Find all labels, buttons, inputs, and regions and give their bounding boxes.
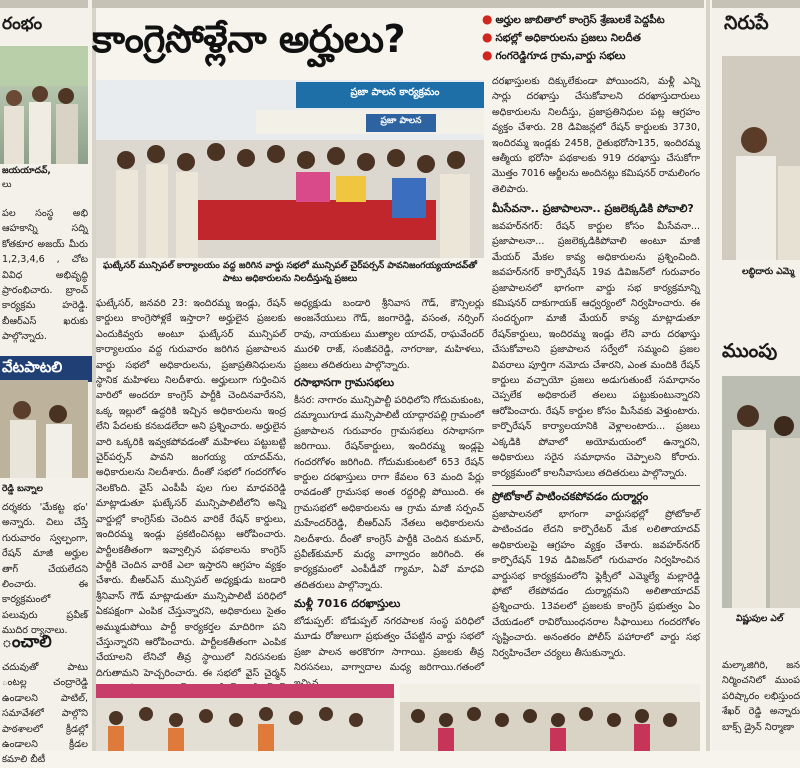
top-strip <box>0 0 88 8</box>
left-photo2-caption: రెడ్డి బన్నాల <box>2 484 43 494</box>
left-para-1: పల సంస్థ అభి ఆహకాన్ని సద్ని కోతకూర అజయ్ మీరు 1,2,3,4,6 , చోట వివిధ అభివృద్ధి ప్రారంభిచారు. బ్రాంచ్ కార్యక్రమ హరెడ్డి. బీఆర్ఎస్ ఖరుకు పాల్గొన్నారు. <box>2 208 88 343</box>
main-photo <box>96 80 484 258</box>
subhead-7016: మళ్లీ 7016 దరఖాస్తులు <box>294 597 401 610</box>
article-col2 <box>294 296 484 682</box>
right-photo-2 <box>722 376 800 608</box>
article-col3-para-2: జవహర్‌నగర్: రేషన్ కార్డుల కోసం మీసేవనా... ప్రజాపాలనా... ప్రజలెక్కడికిపోవాలి అంటూ మాజీ మేయర్ మేకల కావ్య అధికారులను ప్రశ్నించింది. జవహర్‌నగర్ కార్పొరేషన్ 19వ డివిజన్‌లో గురువారం ప్రజాపాలనలో భాగంగా వార్డు సభ కార్యక్రమాన్ని కమిషనర్ దాకుగాయక్ ఆధ్వర్యంలో నిర్వహించారు. ఈ సందర్భంగా మాజీ మేయర్ కావ్య మాట్లాడుతూ రేషన్‌కార్డులు, ఇందిరమ్మ ఇండ్లు లేని వారు దరఖాస్తు చేసుకోవాలని ప్రజాపాలన సర్వేలో సమ్మంచి ప్రజల వివరాలు పూర్తిగా నమోదు చేశారని, ఎంత మందికి రేషన్ కార్డులు వచ్చాయో ప్రజలు అడుగుతుంటే సమాధానం చెప్పలేక అధికారులే తలలు పట్టుకుంటున్నారని ఆరోపించారు. రేషన్ కార్డుల కోసం మీసేవకు వెళ్తుంటారు. కార్పొరేషన్ కార్యాలయానికి వెళ్లాలంటారు... ప్రజలు ఎక్కడికి పోవాలో అయోమయంలో ఉన్నారని, అధికారులు సరైన సమాధానం చెప్పాలని కోరారు. కార్యక్రమంలో కాలనీవాసులు తదితరులు పాల్గొన్నారు. <box>492 221 700 479</box>
left-para-3: చదువుతో పాటు ంటల్ల చంద్రారెడ్డి ఉండాలని పాటిల్, సమావేశలో పాల్గొని పాఠశాలలో క్రీడల్లో ఉండాలని క్రీడల కమాలి బీటీ <box>2 662 88 766</box>
bullet-1 <box>482 12 704 28</box>
left-photo-2 <box>0 380 88 478</box>
left-column <box>0 0 92 766</box>
bottom-photo-1 <box>96 684 394 751</box>
bottom-photo-2 <box>400 684 700 751</box>
right-column <box>712 0 800 751</box>
subhead-gramasabhalu: రసాభాసగా గ్రామసభలు <box>294 376 395 389</box>
subhead-protocol: ప్రోటోకాల్ పాటించకపోవడం దుర్మార్గం <box>492 485 700 505</box>
main-article <box>92 0 704 751</box>
bullet-2-text: సభల్లో అధికారులను ప్రజలు నిలదీత <box>495 32 641 44</box>
left-headline-2: వేటపాటలి <box>0 356 92 382</box>
right-photo-caption: లబ్ధిదారు ఎమ్మె <box>742 267 795 277</box>
right-headline-2: ముంపు <box>722 340 778 362</box>
bullet-3 <box>482 48 704 64</box>
headline: కాంగ్రెసోళ్లేనా అర్హులు? <box>92 17 406 61</box>
article-col2-para-3: బోడుప్పల్: బోడుప్పల్ నగరపాలక సంస్థ పరిధిలో మూడు రోజులుగా ప్రభుత్వం చేపట్టిన వార్డు సభలో ప్రజా పాలన అరకొరగా సాగాయి. ప్రజలకు తీవ్ర నిరసనలు, వాగ్వాదాల మధ్య జరిగాయి.గతంలో <box>294 616 484 674</box>
article-col3 <box>492 74 700 682</box>
bullet-dot-icon: ● <box>482 12 493 26</box>
article-col1: ఘట్కేసర్, జనవరి 23: ఇందిరమ్మ ఇండ్లు, రేషన్ కార్డులు కాంగ్రెసోళ్లకే ఇస్తారా? అర్హులైన ప్రజలకు ఎందుకివ్వరు అంటూ ఘట్కేసర్ మున్సిపల్ కార్యాలయం వద్ద గురువారం జరిగిన ప్రజాపాలన వార్డు సభలో అధికారులను, ప్రజాప్రతినిధులను స్థానిక మహిళలు నిలదీశారు. అర్హులుగా గుర్తించిన వారిలో అందరూ కాంగ్రెస్ పార్టీకి చెందినవారేనని, ఒక్క ఇల్లులో ఉద్దరికి ఇచ్చిన అధికారులను ఇంద్ర లేని పేదలకు కనబడలేదా అని ప్రశ్నించారు. అర్హులైన వారి ఒక్కరికి ఇవ్వకపోవడంతో మహిళలు పట్టుబట్టి చైర్‌పర్సన్ పావని జంగయ్య యాదవ్‌ను, అధికారులను నిలదీశారు. దీంతో సభలో గందరగోళం నెలకొంది. వైస్ ఎంపీపీ పుల గుల మాధవరెడ్డి మాట్లాడుతూ ఘట్కేసర్ మున్సిపాలిటీలోని అన్ని వార్డుల్లో కాంగ్రెస్‌కు చెందిన వారికే రేషన్ కార్డులు, ఇందిరమ్మ ఇండ్లు ప్రకటించినట్లు ఆరోపించారు. పార్టీలకతీతంగా ఇవ్వాల్సిన పథకాలను కాంగ్రెస్ పార్టీకి చెందిన వారికే ఎలా ఇస్తారని ఆగ్రహం వ్యక్తం చేశారు. బీఆర్ఎస్ మున్సిపల్ అధ్యక్షుడు బండారి శ్రీనివాస్ గౌడ్ మాట్లాడుతూ మున్సిపాలిటీ పరిధిలో ఏకపక్షంగా ఎంపిక చేస్తున్నారని, అధికారులు సైతం అమ్ముడుపోయి పార్టీ కార్యకర్తల మాదిరిగా పని చేస్తున్నారని ఆరోపించారు. పార్టీలకతీతంగా ఎంపిక చేయాలని లేనిచో తీవ్ర స్థాయిలో నిరసనలకు దిగుతామని హెచ్చరించారు. ఈ సభలో వైస్ చైర్మన్ <box>96 298 286 679</box>
left-photo-caption: జయయాదవ్, <box>2 166 51 176</box>
left-para-2: దర్శకరు 'మేకట్ట భం' అన్నారు. చిలు చేస్తే గురువారం స్వల్పంగా, రేషన్ మాజీ అర్హుల తాగ్ చేయలేదని లించారు. ఈ కార్యక్రమంలో పలువురు ప్రవీణ్ ముదిర ర్యానాలు. <box>2 502 88 637</box>
top-strip <box>92 0 704 8</box>
bullet-1-text: అర్హుల జాబితాలో కాంగ్రెస్ శ్రేణులకే పెద్దపీట <box>495 14 665 26</box>
top-strip <box>712 0 800 8</box>
site-visit-photo-icon <box>722 376 800 608</box>
article-col3-para-3: ప్రజాపాలనలో భాగంగా వార్డుసభల్లో ప్రోటోకాల్ పాటించడం లేదని కార్పొరేటర్ మేక లలితాయాదవ్ అధికారులపై ఆగ్రహం వ్యక్తం చేశారు. జవహర్‌నగర్ కార్పొరేషన్ 19వ డివిజన్‌లో గురువారం నిర్వహించిన వార్డుసభ కార్యక్రమంలోని ఫ్లెక్సీలో ఎమ్మెల్యే మల్లారెడ్డి ఫోటో లేకపోవడం దుర్మార్గమని అలితాయాదవ్ ప్రశ్నించారు. 13వలలో ప్రజలకు కాంగ్రెస్ ప్రభుత్వం ఏం చేయడంలో రావిరోయింధనరాల సీఫాయిలు గందరగోళం సృష్టించారు. అనంతరం పోలీస్ పహారాలో వార్డు సభ నిర్వహించేలా చర్యలు తీసుకున్నారు. <box>492 509 700 659</box>
right-photo-1 <box>722 56 800 260</box>
beneficiary-photo-icon <box>722 56 800 260</box>
bullet-dot-icon: ● <box>482 30 493 44</box>
bullet-dot-icon: ● <box>482 48 493 62</box>
meeting-photo-icon <box>0 380 88 478</box>
right-para: మల్కాజిగిరి, జన నిర్మించనిలో ముంప పరిష్కారం లభిస్తుంద శేఖర్ రెడ్డి అన్నారు బాక్స్ డ్రైన్ నిర్మాణా <box>722 660 800 733</box>
photo-banner2-text: ప్రజా పాలన <box>380 116 422 126</box>
ward-meeting-photo-icon <box>96 80 484 258</box>
left-headline-3: ంచాలి <box>2 632 52 652</box>
article-col3-para-1: దరఖాస్తులకు దిక్కులేకుండా పోయిందని, మళ్లీ ఎన్ని సార్లు దరఖాస్తు చేసుకోవాలని దరఖాస్తుదారులు అధికారులను నిలదీస్తు, ప్రజాప్రతినిధుల పట్ల ఆగ్రహం వ్యక్తం చేశారు. 28 డివిజన్లలో రేషన్ కార్డులకు 3730, ఇందిరమ్మ ఇండ్లకు 2458, రైతుభరోసా135, ఇందిరమ్మ ఆత్మీయ భరోసా పథకాలకు 919 దరఖాస్తు చేసుకోగా మొత్తం 7016 ఆర్జీలను అందినట్లు కమిషనర్ రామలింగం తెలిపారు. <box>492 76 700 195</box>
photo-banner-text: ప్రజా పాలన కార్యక్రమం <box>350 87 440 98</box>
right-headline: నిరుపే <box>724 12 769 34</box>
right-photo2-caption: విష్ణుపుల ఎల్ <box>736 614 784 624</box>
bullet-2 <box>482 30 704 46</box>
bullet-3-text: గంగరెడ్డిగూడ గ్రామ,వార్డు సభలు <box>495 50 626 62</box>
main-photo-caption: ఘట్కేసర్ మున్సిపల్ కార్యాలయం వద్ద జరిగిన వార్డు సభలో మున్సిపల్ చైర్‌పర్సన్ పావనిజంగయ్యయాదవ్‌తో పాటు అధికారులను నిలదీస్తున్న ప్రజలు <box>103 261 477 284</box>
audience-photo-icon <box>96 684 394 751</box>
article-col2-para-2: కీసర: నాగారం మున్సిపాల్టీ పరిధిలోని గోదుమకుంట, దమ్మాయిగూడ మున్సిపాలిటీ యాద్గారపల్లి గ్రామంలో ప్రజాపాలన గురువారం గ్రామసభలు రసాభాసగా జరిగాయి. రేషన్‌కార్డులు, ఇందిరమ్మ ఇండ్లపై గందరగోళం జరిగింది. గోదుమకుంటలో 653 రేషన్ కార్డుల దరఖాస్తులు రాగా కేవలం 63 మంది పేర్లు రావడంతో గ్రామసభ అంత రద్దరిల్లి పోయింది. ఈ గ్రామసభలో అధికారులను ఆ గ్రామ మాజీ సర్పంచ్ మహేందర్‌రెడ్డి, బీఆర్ఎస్ నేతలు అధికారులను నిలదీశారు. దీంతో కాంగ్రెస్ పార్టీకి చెందిన కుమార్, ప్రవీణ్‌కుమార్ మధ్య వాగ్వాదం జరిగింది. ఈ కార్యక్రమంలో ఎంపీడీవో గ్యామా, ఏవో మాధవి తదితరులు పాల్గొన్నారు. <box>294 395 484 591</box>
left-photo-1 <box>0 46 88 164</box>
subhead-meeseva: మీసేవనా.. ప్రజాపాలనా.. ప్రజలెక్కడికి పోవాలి? <box>492 202 694 215</box>
people-photo-icon <box>0 46 88 164</box>
left-headline: రంభం <box>2 14 43 34</box>
left-caption-tail: లు <box>2 180 12 190</box>
article-col2-para-1: అధ్యక్షుడు బండారి శ్రీనివాస గౌడ్, కౌన్సిలర్లు అంజనేయులు గౌడ్, జంగారెడ్డి, వసంత, నర్సింగ్ రావు, నాయకులు ముత్యాల యాదవ్, రాఘవేందర్ మురళి రాజ్, సంజీవరెడ్డి, నాగరాజు, మహిళలు, ప్రజలు తదితరులు పాల్గొన్నారు. <box>294 298 484 371</box>
crowd-photo-icon <box>400 684 700 751</box>
column-separator-right <box>706 0 710 751</box>
